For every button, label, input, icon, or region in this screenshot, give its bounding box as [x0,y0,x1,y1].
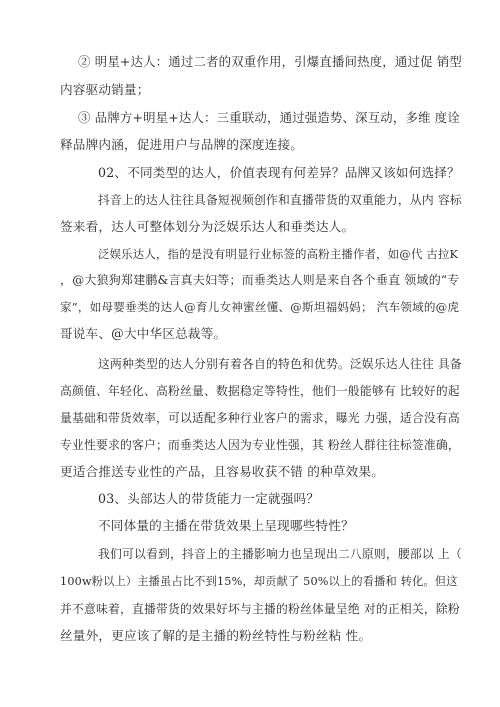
section-heading: 03、头部达人的带货能力一定就强吗？ [98,491,320,506]
text-line: 高颜值、年轻化、高粉丝量、数据稳定等特性，他们一般能够有 比较好的起 [60,384,460,398]
text-line: 专业性要求的客户；而垂类达人因为专业性强，其 粉丝人群往往标签准确， [60,438,460,452]
text-line: 抖音上的达人往往具备短视频创作和直播带货的双重能力，从内 容标 [98,193,462,207]
text-line: 我们可以看到，抖音上的主播影响力也呈现出二八原则，腰部以 上（ [98,547,462,561]
text-line: 这两种类型的达人分别有着各自的特色和优势。泛娱乐达人往往 具备 [98,357,462,371]
text-line: 更适合推送专业性的产品，且容易收获不错 的种草效果。 [60,464,385,479]
text-line: 签来看，达人可整体划分为泛娱乐达人和垂类达人。 [60,219,355,234]
section-heading: 02、不同类型的达人，价值表现有何差异？品牌又该如何选择？ [98,165,460,180]
text-line: ② 明星+达人：通过二者的双重作用，引爆直播间热度，通过促 销型 [78,54,462,69]
text-line: 量基础和带货效率，可以适配多种行业客户的需求，曝光 力强，适合没有高 [60,411,460,425]
text-line: 并不意味着，直播带货的效果好坏与主播的粉丝体量呈绝 对的正相关，除粉 [60,602,460,616]
text-line: ③ 品牌方+明星+达人：三重联动，通过强造势、深互动，多维 度诠 [78,110,460,125]
text-line: 泛娱乐达人，指的是没有明显行业标签的高粉主播作者，如@代 古拉K [98,247,459,261]
text-line: ，@大狼狗郑建鹏&言真夫妇等；而垂类达人则是来自各个垂直 领域的“专 [60,273,460,287]
text-line: 释品牌内涵，促进用户与品牌的深度连接。 [60,137,304,152]
text-line: 丝量外，更应该了解的是主播的粉丝特性与粉丝粘 性。 [60,628,372,643]
text-line: 不同体量的主播在带货效果上呈现哪些特性？ [98,518,354,533]
text-line: 100w粉以上）主播虽占比不到15%，却贡献了 50%以上的看播和 转化。但这 [60,575,458,588]
text-line: 内容驱动销量； [60,82,150,97]
text-line: 哥说车、@大中华区总裁等。 [60,326,227,341]
text-line: 家”，如母婴垂类的达人@育儿女神蜜丝懂、@斯坦福妈妈； 汽车领域的@虎 [60,300,460,314]
